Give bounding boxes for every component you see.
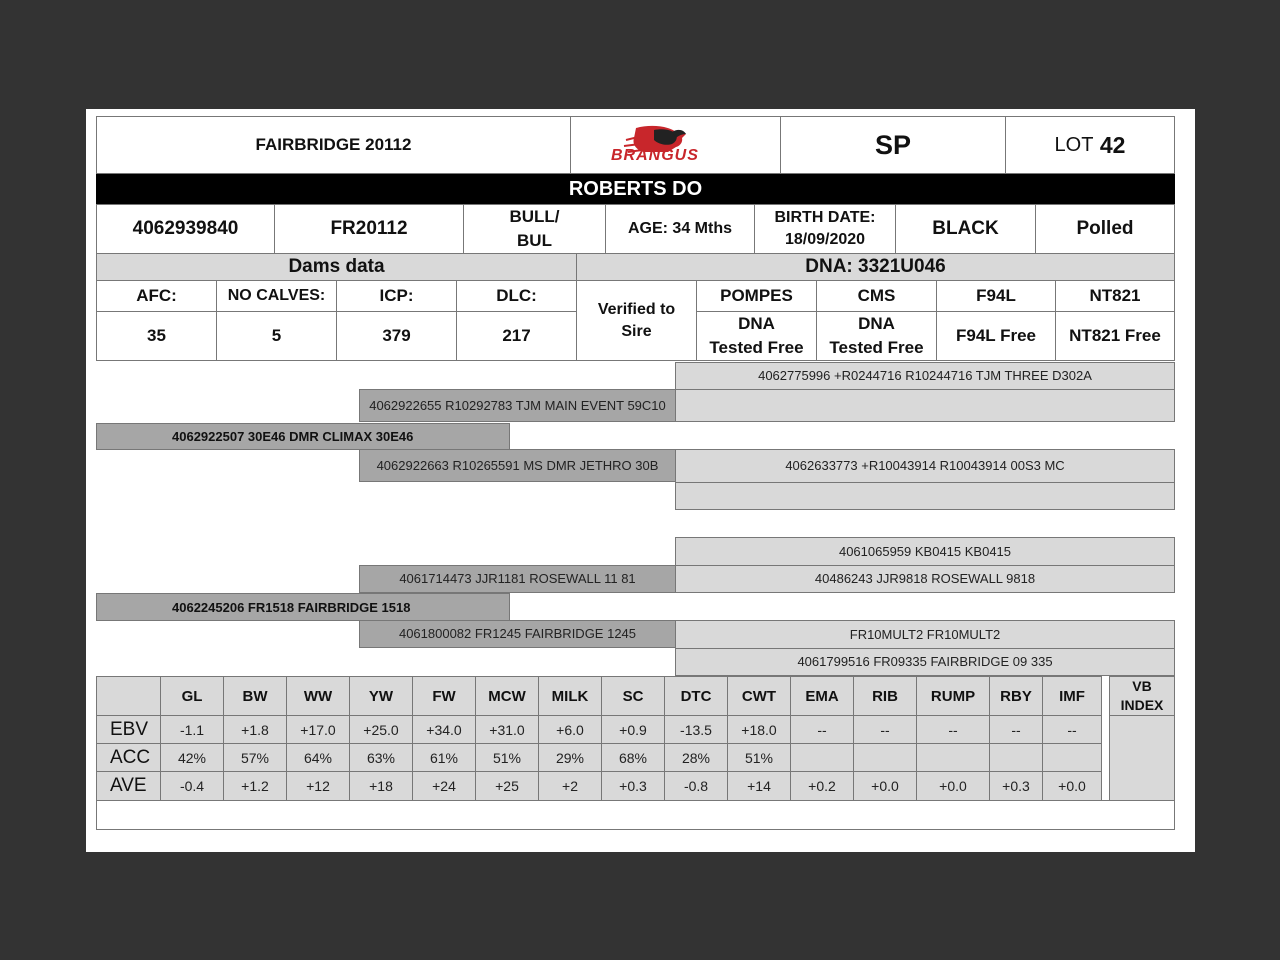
icp-value: 379 [336,311,457,361]
pedigree-dam-dam-dam: 4061799516 FR09335 FAIRBRIDGE 09 335 [675,648,1175,676]
no-calves-value: 5 [216,311,337,361]
ebv-cell-acc-cwt: 51% [727,743,791,772]
ebv-cell-ave-fw: +24 [412,771,476,801]
ebv-cell-ave-imf: +0.0 [1042,771,1102,801]
ebv-header-fw: FW [412,676,476,716]
ebv-cell-ebv-cwt: +18.0 [727,715,791,744]
cms-line2: Tested Free [829,338,924,357]
ebv-cell-ave-bw: +1.2 [223,771,287,801]
logo-text: BRANGUS [611,147,699,164]
ebv-header-yw: YW [349,676,413,716]
ebv-cell-ebv-ema: -- [790,715,854,744]
ebv-cell-acc-fw: 61% [412,743,476,772]
horn-status: Polled [1035,204,1175,254]
pedigree-sire-dam-sire: 4062633773 +R10043914 R10043914 00S3 MC [675,449,1175,483]
brangus-logo [570,116,781,174]
ebv-cell-acc-ema [790,743,854,772]
ebv-cell-ave-milk: +2 [538,771,602,801]
ebv-cell-ebv-sc: +0.9 [601,715,665,744]
lot-number [1005,116,1175,174]
verified-line2: Sire [621,322,652,340]
ebv-header-imf: IMF [1042,676,1102,716]
dams-data-title: Dams data [96,253,577,281]
ebv-cell-ebv-gl: -1.1 [160,715,224,744]
dlc-value: 217 [456,311,577,361]
cms-result [816,311,937,361]
ebv-cell-ave-dtc: -0.8 [664,771,728,801]
ebv-cell-ave-rby: +0.3 [989,771,1043,801]
ebv-cell-ave-sc: +0.3 [601,771,665,801]
pedigree-sire-dam-dam [675,482,1175,510]
ebv-row-label-acc: ACC [96,743,161,772]
ebv-cell-acc-milk: 29% [538,743,602,772]
f94l-result: F94L Free [936,311,1056,361]
f94l-header: F94L [936,280,1056,312]
ebv-cell-ave-rump: +0.0 [916,771,990,801]
pedigree-sire-sire-dam [675,389,1175,422]
animal-id: 4062939840 [96,204,275,254]
afc-value: 35 [96,311,217,361]
ebv-cell-ebv-rump: -- [916,715,990,744]
catalogue-sheet [86,109,1195,852]
ebv-cell-ebv-yw: +25.0 [349,715,413,744]
pompes-result [696,311,817,361]
pompes-line1: DNA [738,314,775,333]
pedigree-dam-sire: 4061714473 JJR1181 ROSEWALL 11 81 [359,565,676,593]
ebv-cell-ebv-mcw: +31.0 [475,715,539,744]
animal-ref: FR20112 [274,204,464,254]
ebv-corner [96,676,161,716]
pedigree-dam-dam-sire: FR10MULT2 FR10MULT2 [675,620,1175,649]
ebv-cell-ebv-rby: -- [989,715,1043,744]
birth-date [754,204,896,254]
ebv-cell-acc-rby [989,743,1043,772]
ebv-header-sc: SC [601,676,665,716]
ebv-header-dtc: DTC [664,676,728,716]
birth-date-value: 18/09/2020 [784,231,866,248]
verified-line1: Verified to [597,300,676,318]
pompes-header: POMPES [696,280,817,312]
ebv-cell-ebv-bw: +1.8 [223,715,287,744]
ebv-header-rby: RBY [989,676,1043,716]
ebv-cell-ave-mcw: +25 [475,771,539,801]
sex-line1: BULL/ [509,207,560,226]
vb-line1: VB [1132,678,1152,694]
birth-date-label: BIRTH DATE: [774,209,876,226]
pedigree-dam-dam: 4061800082 FR1245 FAIRBRIDGE 1245 [359,620,676,648]
ebv-header-gl: GL [160,676,224,716]
ebv-cell-ave-yw: +18 [349,771,413,801]
footer-empty-row [96,800,1175,830]
vb-index-header [1109,676,1175,716]
category-code: SP [780,116,1006,174]
icp-header: ICP: [336,280,457,312]
ebv-cell-ave-gl: -0.4 [160,771,224,801]
pedigree-dam-sire-sire: 4061065959 KB0415 KB0415 [675,537,1175,566]
ebv-header-milk: MILK [538,676,602,716]
sex-line2: BUL [517,231,552,250]
ebv-header-rib: RIB [853,676,917,716]
ebv-cell-acc-bw: 57% [223,743,287,772]
lot-value: 42 [1099,131,1126,158]
animal-colour: BLACK [895,204,1036,254]
ebv-row-label-ebv: EBV [96,715,161,744]
dna-title: DNA: 3321U046 [576,253,1175,281]
dlc-header: DLC: [456,280,577,312]
ebv-cell-ave-rib: +0.0 [853,771,917,801]
ebv-row-label-ave: AVE [96,771,161,801]
verified-to-sire [576,280,697,361]
cms-line1: DNA [858,314,895,333]
pedigree-sire-sire-sire: 4062775996 +R0244716 R10244716 TJM THREE D302A [675,362,1175,390]
animal-sex [463,204,606,254]
afc-header: AFC: [96,280,217,312]
ebv-cell-acc-dtc: 28% [664,743,728,772]
ebv-cell-ave-cwt: +14 [727,771,791,801]
ebv-cell-acc-gl: 42% [160,743,224,772]
ebv-cell-acc-ww: 64% [286,743,350,772]
pedigree-sire-sire: 4062922655 R10292783 TJM MAIN EVENT 59C10 [359,389,676,422]
vb-index-value [1109,715,1175,801]
ebv-cell-ebv-rib: -- [853,715,917,744]
ebv-cell-ebv-imf: -- [1042,715,1102,744]
ebv-header-rump: RUMP [916,676,990,716]
ebv-header-ema: EMA [790,676,854,716]
ebv-header-ww: WW [286,676,350,716]
pedigree-sire: 4062922507 30E46 DMR CLIMAX 30E46 [96,423,510,450]
cms-header: CMS [816,280,937,312]
animal-age: AGE: 34 Mths [605,204,755,254]
no-calves-header: NO CALVES: [216,280,337,312]
pedigree-dam-sire-dam: 40486243 JJR9818 ROSEWALL 9818 [675,565,1175,593]
pedigree-dam: 4062245206 FR1518 FAIRBRIDGE 1518 [96,593,510,621]
ebv-header-mcw: MCW [475,676,539,716]
ebv-cell-ave-ema: +0.2 [790,771,854,801]
lot-prefix: LOT [1054,133,1094,156]
ebv-cell-acc-yw: 63% [349,743,413,772]
ebv-cell-ebv-milk: +6.0 [538,715,602,744]
ebv-cell-ave-ww: +12 [286,771,350,801]
pompes-line2: Tested Free [709,338,804,357]
ebv-cell-ebv-dtc: -13.5 [664,715,728,744]
vb-line2: INDEX [1120,697,1164,713]
animal-name: FAIRBRIDGE 20112 [96,116,571,174]
pedigree-sire-dam: 4062922663 R10265591 MS DMR JETHRO 30B [359,449,676,482]
owner-bar: ROBERTS DO [96,174,1175,204]
ebv-cell-acc-rib [853,743,917,772]
ebv-header-bw: BW [223,676,287,716]
nt821-result: NT821 Free [1055,311,1175,361]
ebv-cell-acc-rump [916,743,990,772]
ebv-cell-ebv-ww: +17.0 [286,715,350,744]
ebv-cell-acc-imf [1042,743,1102,772]
ebv-cell-ebv-fw: +34.0 [412,715,476,744]
ebv-cell-acc-sc: 68% [601,743,665,772]
ebv-cell-acc-mcw: 51% [475,743,539,772]
nt821-header: NT821 [1055,280,1175,312]
ebv-header-cwt: CWT [727,676,791,716]
